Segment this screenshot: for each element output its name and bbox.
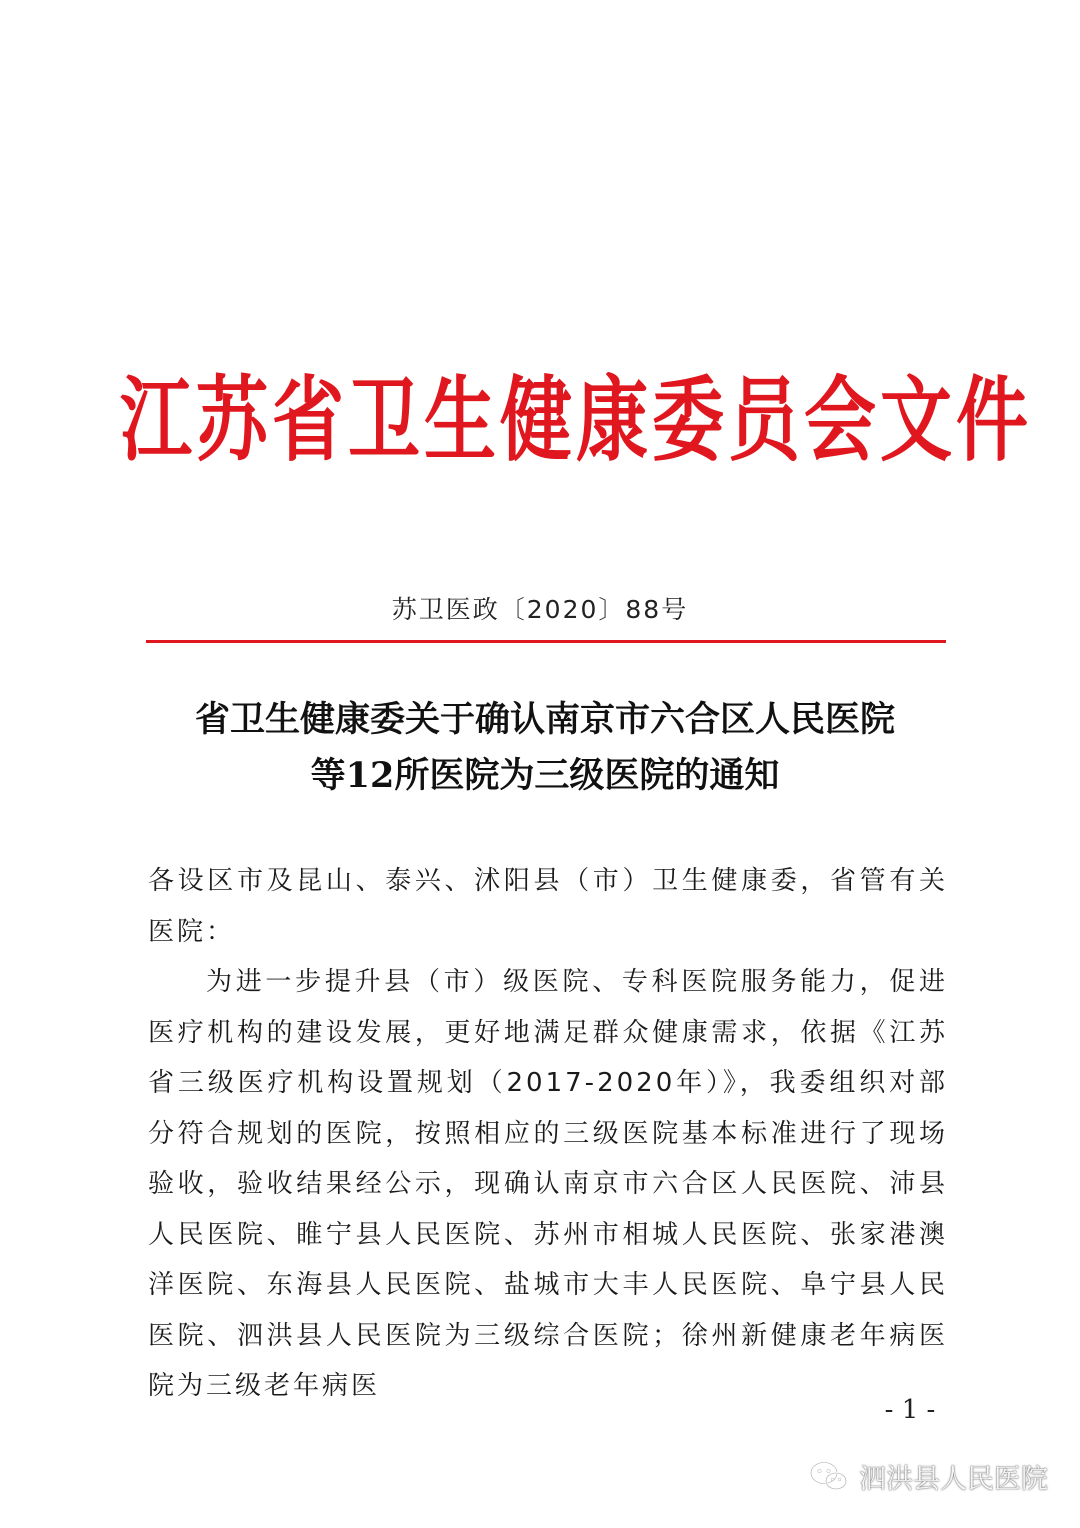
notice-title (120, 692, 970, 804)
notice-title-line-2: 等12所医院为三级医院的通知 (310, 755, 780, 796)
account-name: 泗洪县人民医院 (859, 1463, 1048, 1495)
body-text (148, 856, 948, 1412)
document-number: 苏卫医政〔2020〕88号 (391, 595, 689, 624)
salutation: 各设区市及昆山、泰兴、沭阳县（市）卫生健康委，省管有关医院： (148, 866, 948, 947)
notice-title-line-1: 省卫生健康委关于确认南京市六合区人民医院 (194, 699, 895, 740)
red-divider (146, 640, 946, 643)
page-number: - 1 - (884, 1395, 936, 1425)
wechat-watermark (809, 1455, 1048, 1497)
wechat-icon (809, 1460, 849, 1492)
paragraph: 为进一步提升县（市）级医院、专科医院服务能力，促进医疗机构的建设发展，更好地满足群众健康需求，依据《江苏省三级医疗机构设置规划（2017-2020年）》，我委组织对部分符合规划的医院，按照相应的三级医院基本标准进行了现场验收，验收结果经公示，现确认南京市六合区人民医院、沛县人民医院、睢宁县人民医院、苏州市相城人民医院、张家港澳洋医院、东海县人民医院、盐城市大丰人民医院、阜宁县人民医院、泗洪县人民医院为三级综合医院；徐州新健康老年病医院为三级老年病医 (148, 967, 948, 1401)
issuer-header: 江苏省卫生健康委员会文件 (120, 364, 1033, 474)
